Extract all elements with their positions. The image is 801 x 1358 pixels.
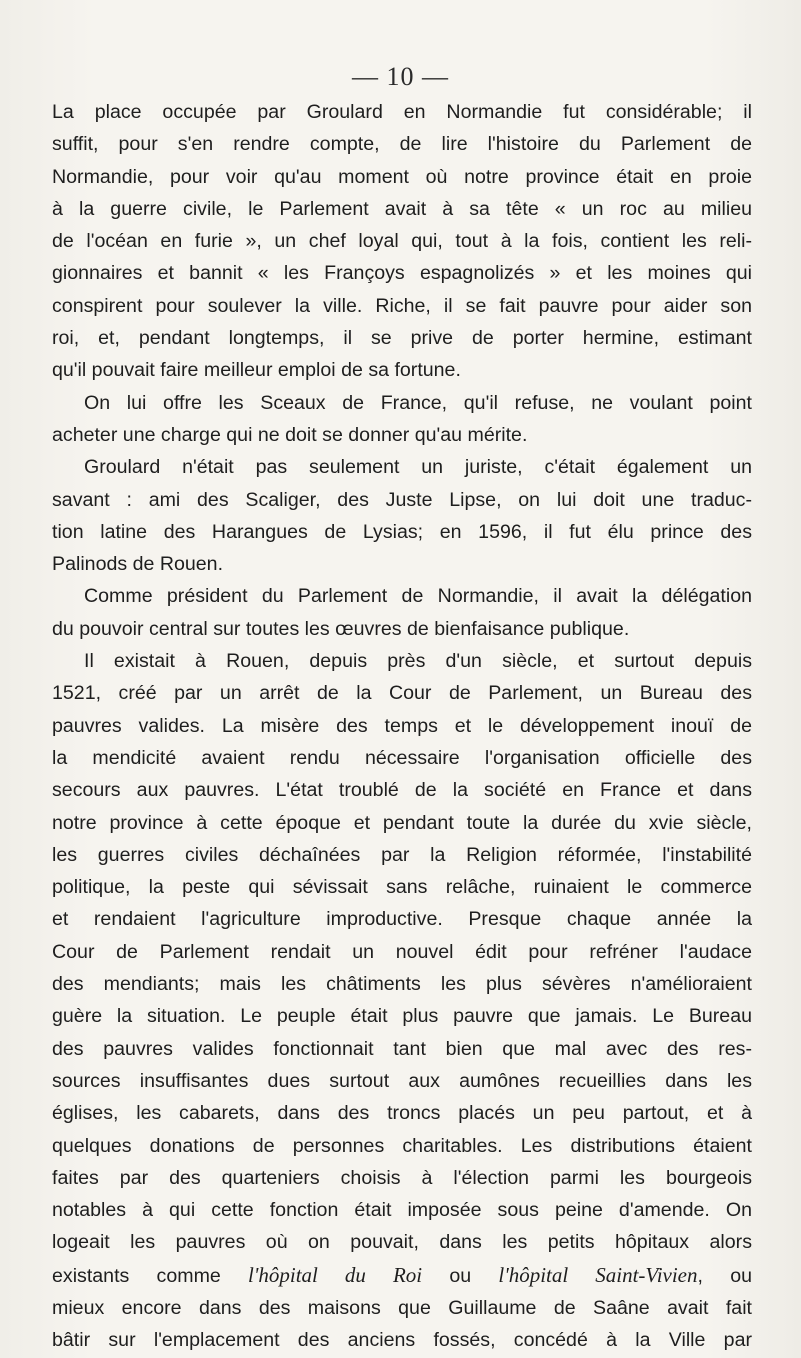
text-line: secours aux pauvres. L'état troublé de la société en France et dans	[52, 779, 752, 802]
text-line: 1521, créé par un arrêt de la Cour de Parlement, un Bureau des	[52, 682, 752, 705]
text-fragment: , ou	[697, 1264, 752, 1287]
text-line: églises, les cabarets, dans des troncs placés un peu partout, et à	[52, 1102, 752, 1125]
text-line: sources insuffisantes dues surtout aux aumônes recueillies dans les	[52, 1069, 752, 1092]
text-line: suffit, pour s'en rendre compte, de lire l'histoire du Parlement de	[52, 133, 752, 156]
text-line: pauvres valides. La misère des temps et le développement inouï de	[52, 714, 752, 737]
text-line: gionnaires et bannit « les Françoys espagnolizés » et les moines qui	[52, 262, 752, 285]
paragraph-1	[52, 96, 752, 387]
text-line: qu'il pouvait faire meilleur emploi de sa fortune.	[52, 359, 461, 382]
text-line: tion latine des Harangues de Lysias; en 1596, il fut élu prince des	[52, 520, 752, 543]
text-line: les guerres civiles déchaînées par la Religion réformée, l'instabilité	[52, 843, 752, 866]
text-line: quelques donations de personnes charitables. Les distributions étaient	[52, 1134, 752, 1157]
text-line: roi, et, pendant longtemps, il se prive de porter hermine, estimant	[52, 327, 752, 350]
text-line: du pouvoir central sur toutes les œuvres de bienfaisance publique.	[52, 617, 630, 640]
text-line-with-italics	[52, 1259, 752, 1292]
text-line: mieux encore dans des maisons que Guillaume de Saâne avait fait	[52, 1296, 752, 1319]
text-line: bâtir sur l'emplacement des anciens fossés, concédé à la Ville par	[52, 1329, 752, 1352]
text-line: la mendicité avaient rendu nécessaire l'organisation officielle des	[52, 746, 752, 769]
text-line: logeait les pauvres où on pouvait, dans les petits hôpitaux alors	[52, 1231, 752, 1254]
paragraph-4	[52, 580, 752, 645]
italic-place-name: l'hôpital Saint-Vivien	[498, 1262, 698, 1287]
text-line: Groulard n'était pas seulement un juriste, c'était également un	[84, 456, 752, 479]
text-line: faites par des quarteniers choisis à l'élection parmi les bourgeois	[52, 1166, 752, 1189]
text-line: Normandie, pour voir qu'au moment où notre province était en proie	[52, 165, 752, 188]
paragraph-2	[52, 387, 752, 452]
page-number: — 10 —	[352, 62, 449, 91]
text-line: Palinods de Rouen.	[52, 553, 224, 576]
text-line: politique, la peste qui sévissait sans relâche, ruinaient le commerce	[52, 876, 752, 899]
text-line: notre province à cette époque et pendant toute la durée du xvie siècle,	[52, 811, 752, 834]
text-line: savant : ami des Scaliger, des Juste Lipse, on lui doit une traduc-	[52, 488, 752, 511]
text-line: Il existait à Rouen, depuis près d'un siècle, et surtout depuis	[84, 650, 752, 673]
text-line: de l'océan en furie », un chef loyal qui, tout à la fois, contient les reli-	[52, 230, 752, 253]
text-line: et rendaient l'agriculture improductive. Presque chaque année la	[52, 908, 752, 931]
text-line: à la guerre civile, le Parlement avait à sa tête « un roc au milieu	[52, 197, 752, 220]
text-line: Cour de Parlement rendait un nouvel édit pour refréner l'audace	[52, 940, 752, 963]
paragraph-5	[52, 645, 752, 1357]
body-text	[52, 96, 752, 1357]
italic-place-name: l'hôpital du Roi	[248, 1262, 423, 1287]
text-line: On lui offre les Sceaux de France, qu'il refuse, ne voulant point	[84, 391, 752, 414]
text-line: Comme président du Parlement de Normandie, il avait la délégation	[84, 585, 752, 608]
text-line: acheter une charge qui ne doit se donner qu'au mérite.	[52, 423, 528, 446]
text-line: notables à qui cette fonction était imposée sous peine d'amende. On	[52, 1199, 752, 1222]
paragraph-3	[52, 451, 752, 580]
text-fragment: ou	[422, 1264, 499, 1287]
text-line: des pauvres valides fonctionnait tant bien que mal avec des res-	[52, 1037, 752, 1060]
text-line: conspirent pour soulever la ville. Riche, il se fait pauvre pour aider son	[52, 294, 752, 317]
text-line: guère la situation. Le peuple était plus pauvre que jamais. Le Bureau	[52, 1005, 752, 1028]
text-line: La place occupée par Groulard en Normandie fut considérable; il	[52, 101, 752, 123]
text-line: des mendiants; mais les châtiments les plus sévères n'amélioraient	[52, 973, 752, 996]
text-fragment: existants comme	[52, 1264, 249, 1287]
